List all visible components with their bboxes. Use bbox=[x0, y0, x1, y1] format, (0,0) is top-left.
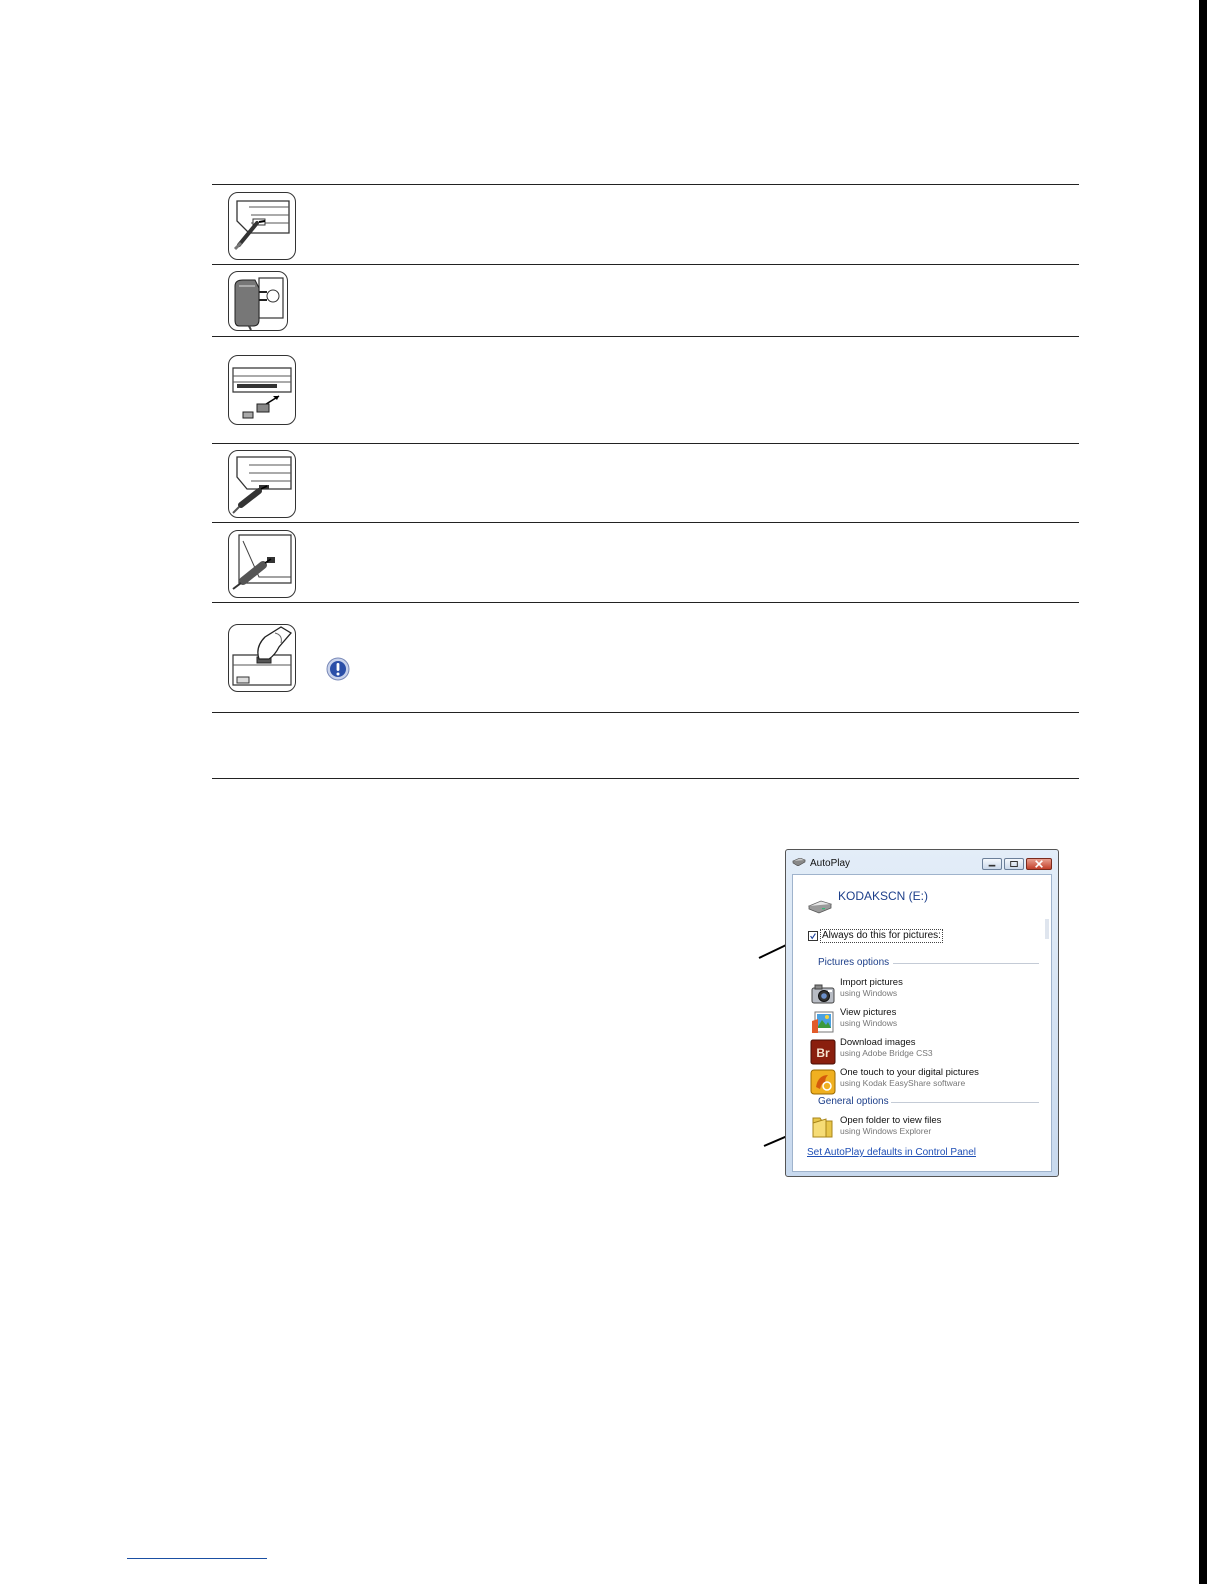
always-do-label[interactable]: Always do this for pictures: bbox=[822, 930, 941, 941]
option-title: One touch to your digital pictures bbox=[840, 1067, 979, 1078]
camera-icon bbox=[810, 981, 836, 1007]
scrollbar[interactable] bbox=[1045, 919, 1049, 939]
row-separator bbox=[212, 264, 1079, 265]
row-separator bbox=[212, 602, 1079, 603]
checkmark-icon bbox=[809, 932, 817, 940]
option-subtitle: using Kodak EasyShare software bbox=[840, 1078, 966, 1088]
photo-viewer-icon bbox=[810, 1009, 836, 1035]
power-button-press-illustration bbox=[228, 624, 296, 692]
autoplay-defaults-link[interactable]: Set AutoPlay defaults in Control Panel bbox=[807, 1147, 976, 1158]
usb-cable-computer-illustration bbox=[228, 530, 296, 598]
option-title: Download images bbox=[840, 1037, 916, 1048]
option-subtitle: using Adobe Bridge CS3 bbox=[840, 1048, 933, 1058]
close-icon bbox=[1027, 859, 1051, 869]
important-notice-icon bbox=[326, 657, 350, 681]
section-divider bbox=[893, 963, 1039, 964]
drive-name: KODAKSCN (E:) bbox=[838, 889, 929, 903]
option-subtitle: using Windows bbox=[840, 988, 898, 998]
option-title: Import pictures bbox=[840, 977, 903, 988]
removable-drive-icon bbox=[807, 899, 833, 915]
footer-link-rule bbox=[127, 1558, 267, 1559]
wall-adapter-illustration bbox=[228, 271, 288, 331]
row-separator bbox=[212, 778, 1079, 779]
option-subtitle: using Windows bbox=[840, 1018, 898, 1028]
row-separator bbox=[212, 336, 1079, 337]
section-divider bbox=[891, 1102, 1039, 1103]
usb-cable-scanner-illustration bbox=[228, 450, 296, 518]
general-options-header: General options bbox=[818, 1096, 889, 1107]
autoplay-window bbox=[785, 849, 1059, 1177]
kodak-easyshare-icon bbox=[810, 1069, 836, 1095]
svg-text:Br: Br bbox=[816, 1046, 830, 1060]
window-titlebar[interactable] bbox=[786, 850, 1058, 874]
folder-icon bbox=[810, 1113, 836, 1139]
maximize-button[interactable] bbox=[1004, 858, 1024, 870]
row-separator bbox=[212, 712, 1079, 713]
option-title: View pictures bbox=[840, 1007, 897, 1018]
power-plug-scanner-illustration bbox=[228, 192, 296, 260]
autoplay-content bbox=[792, 874, 1052, 1172]
page-edge-tab bbox=[1199, 0, 1207, 1584]
memory-card-insert-illustration bbox=[228, 355, 296, 425]
pictures-options-header: Pictures options bbox=[818, 957, 890, 968]
drive-icon bbox=[792, 858, 806, 866]
row-separator bbox=[212, 443, 1079, 444]
row-separator bbox=[212, 184, 1079, 185]
minimize-button[interactable] bbox=[982, 858, 1002, 870]
option-title: Open folder to view files bbox=[840, 1115, 942, 1126]
option-subtitle: using Windows Explorer bbox=[840, 1126, 932, 1136]
close-button[interactable] bbox=[1026, 858, 1052, 870]
maximize-icon bbox=[1005, 859, 1023, 869]
always-do-checkbox[interactable] bbox=[808, 931, 818, 941]
minimize-icon bbox=[983, 859, 1001, 869]
row-separator bbox=[212, 522, 1079, 523]
adobe-bridge-icon bbox=[810, 1039, 836, 1065]
window-title: AutoPlay bbox=[810, 858, 851, 869]
